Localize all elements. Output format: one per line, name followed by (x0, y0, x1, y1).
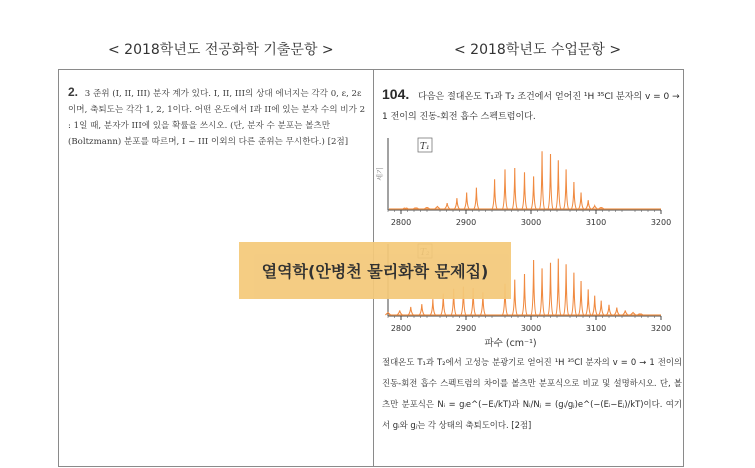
spectrum-peak (599, 208, 604, 209)
spectrum-peak (606, 305, 611, 315)
spectrum-t1-chart (376, 130, 676, 235)
spectrum-peak (571, 273, 576, 315)
spectrum-peak (512, 280, 517, 315)
spectrum-peak (454, 198, 459, 209)
spectrum-peak (592, 296, 597, 315)
spectrum-peak (571, 182, 576, 209)
spectrum-peak (408, 307, 413, 315)
topic-overlay-label: 열역학(안병천 물리화학 문제집) (239, 242, 511, 299)
spectrum-peak (564, 169, 569, 209)
y-axis-label: 세기 (376, 167, 384, 181)
left-question-number: 2. (68, 85, 79, 99)
spectrum-peak (548, 154, 553, 209)
spectrum-peak (539, 151, 544, 209)
spectrum-peak (419, 304, 424, 315)
spectrum-peak (397, 310, 402, 315)
spectrum-peak (474, 188, 479, 209)
spectrum-peak (614, 308, 619, 315)
right-question-body: 절대온도 T₁과 T₂에서 고성능 분광기로 얻어진 ¹H ³⁵Cl 분자의 v = 0 → 1 전이의 진동-회전 흡수 스펙트럼의 차이를 볼츠만 분포식으로 비교 및 설명하시오. 단, 볼츠만 분포식은 Nᵢ = gᵢe^(−Eᵢ/kT)과 Nᵢ/Nⱼ = (gᵢ/gⱼ)e^(−(Eᵢ−Eⱼ)/kT)이다. 여기서 gᵢ와 gⱼ는 각 상태의 축퇴도이다. [2점] (382, 357, 682, 430)
spectrum-peak (586, 200, 591, 209)
x-tick-label: 3100 (585, 218, 607, 227)
x-tick-label: 3000 (520, 218, 542, 227)
spectrum-peak (556, 160, 561, 209)
left-question-text: 3 준위 (I, II, III) 분자 계가 있다. I, II, III의 상대 에너지는 각각 0, ε, 2ε이며, 축퇴도는 각각 1, 2, 1이다. 어떤 온도에서 I과 II에 있는 분자 수의 비가 2 : 1일 때, 분자가 III에 있을 확률을 쓰시오. (단, 분자 수 분포는 볼츠만(Boltzmann) 분포를 따르며, I ~ III 이외의 다른 준위는 무시한다.) [2점] (68, 89, 366, 147)
spectrum-peak (599, 301, 604, 315)
spectrum-peak (531, 260, 536, 315)
left-section-title: < 2018학년도 전공화학 기출문항 > (108, 42, 334, 58)
spectrum-peak (512, 168, 517, 209)
right-question-intro (382, 84, 682, 127)
x-tick-label: 2900 (455, 218, 477, 227)
right-section-title: < 2018학년도 수업문항 > (454, 42, 622, 58)
spectrum-peak (464, 193, 469, 210)
spectrum-peak (556, 259, 561, 315)
x-tick-label: 3100 (585, 324, 607, 333)
spectrum-peak (586, 289, 591, 315)
spectrum-label: T₁ (420, 142, 430, 152)
spectrum-peak (564, 264, 569, 315)
x-axis-label: 파수 (cm⁻¹) (484, 338, 537, 349)
x-tick-label: 2900 (455, 324, 477, 333)
spectrum-peak (623, 310, 628, 315)
spectrum-peak (539, 268, 544, 315)
spectrum-peak (578, 281, 583, 315)
spectrum-peak (531, 176, 536, 209)
x-tick-label: 3200 (650, 324, 672, 333)
spectrum-peak (522, 274, 527, 315)
spectrum-peak (445, 203, 450, 209)
x-tick-label: 2800 (390, 324, 412, 333)
x-tick-label: 2800 (390, 218, 412, 227)
spectrum-peak (548, 263, 553, 315)
spectrum-peak (430, 299, 435, 315)
right-question-number: 104. (382, 86, 410, 102)
spectrum-peak (424, 208, 429, 209)
x-tick-label: 3000 (520, 324, 542, 333)
spectrum-peak (578, 193, 583, 210)
right-question-intro-text: 다음은 절대온도 T₁과 T₂ 조건에서 얻어진 ¹H ³⁵Cl 분자의 v = 0 → 1 전이의 진동-회전 흡수 스펙트럼이다. (382, 92, 680, 122)
x-tick-label: 3200 (650, 218, 672, 227)
spectrum-peak (492, 179, 497, 209)
left-question (68, 84, 368, 150)
spectrum-peak (502, 169, 507, 209)
spectrum-peak (522, 172, 527, 209)
